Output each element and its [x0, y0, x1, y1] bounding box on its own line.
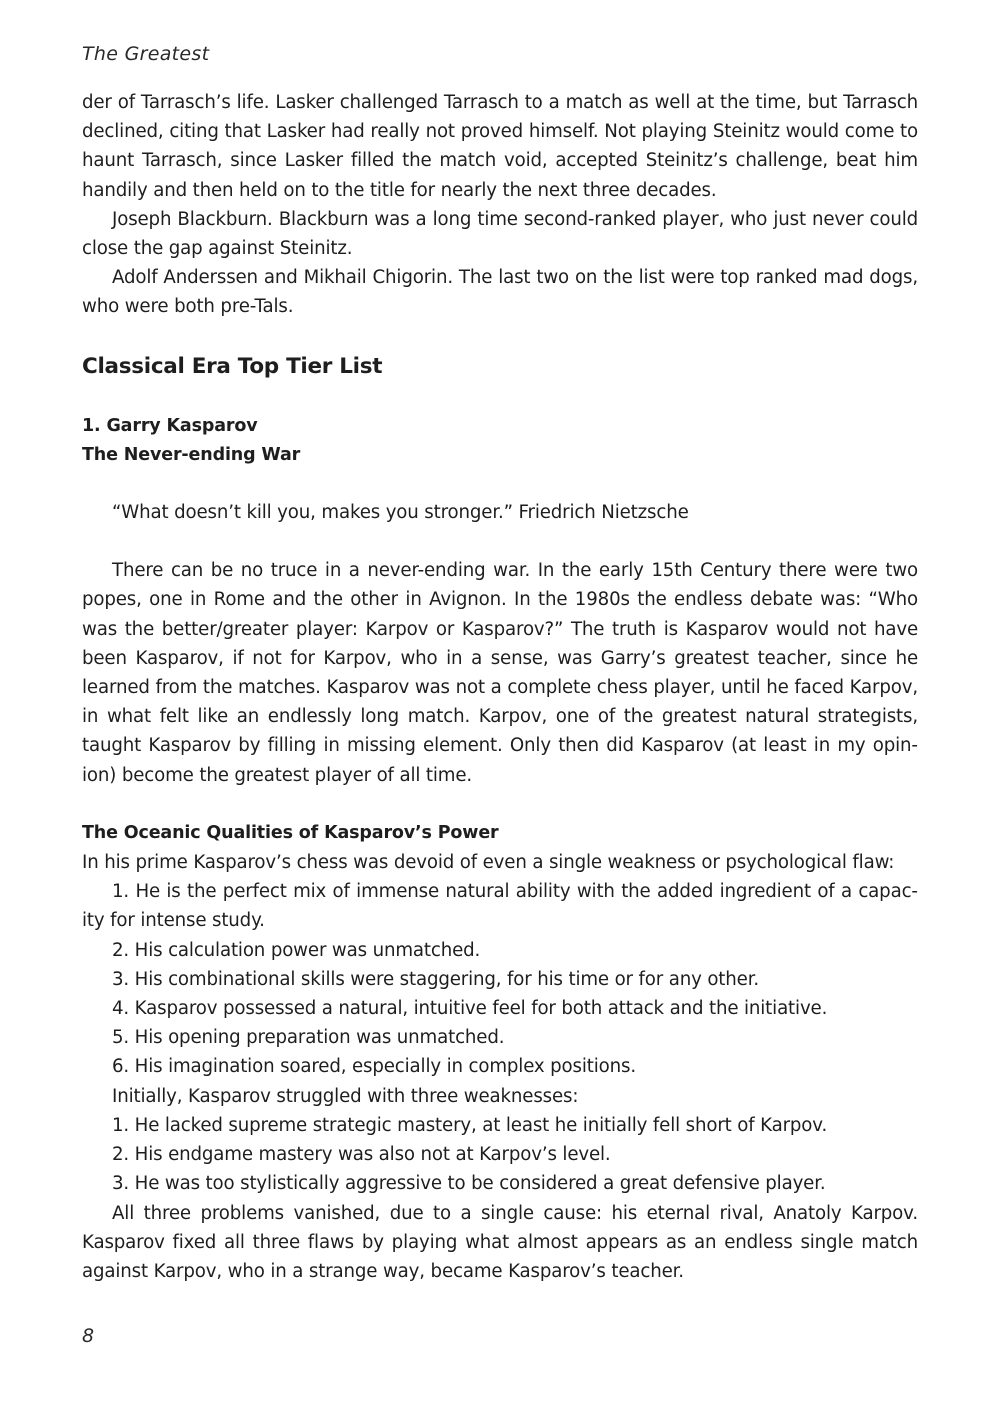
page-number: 8 — [82, 1325, 95, 1347]
list-item: 2. His endgame mastery was also not at Karpov’s level. — [112, 1144, 611, 1166]
list-item: 1. He lacked supreme strategic mastery, at least he initially fell short of Karpov. — [112, 1114, 828, 1136]
paragraph: Adolf Anderssen and Mikhail Chigorin. The last two on the list were top ranked mad dogs, who were both pre-Tals. — [82, 267, 918, 318]
list-item: 2. His calculation power was unmatched. — [112, 939, 481, 961]
list-item: 5. His opening preparation was unmatched. — [112, 1027, 505, 1049]
subsection-heading: The Oceanic Qualities of Kasparov’s Power — [82, 822, 499, 843]
entry-subtitle: The Never-ending War — [82, 444, 301, 465]
section-heading: Classical Era Top Tier List — [82, 353, 383, 379]
list-item: 3. His combinational skills were staggering, for his time or for any other. — [112, 968, 759, 990]
body-text — [82, 88, 918, 1286]
book-page — [82, 0, 918, 1412]
list-intro: In his prime Kasparov’s chess was devoid of even a single weakness or psychological flaw: — [82, 852, 895, 874]
running-head: The Greatest — [82, 43, 210, 65]
epigraph-quote: “What doesn’t kill you, makes you stronger.” Friedrich Nietzsche — [112, 502, 689, 524]
entry-title: 1. Garry Kasparov — [82, 415, 258, 436]
list-item: 1. He is the perfect mix of immense natural ability with the added ingredient of a capacity for intense study. — [82, 881, 918, 932]
list-item: 3. He was too stylistically aggressive to be considered a great defensive player. — [112, 1173, 826, 1195]
list-item: 4. Kasparov possessed a natural, intuitive feel for both attack and the initiative. — [112, 998, 828, 1020]
paragraph: Joseph Blackburn. Blackburn was a long time second-ranked player, who just never could close the gap against Steinitz. — [82, 208, 918, 260]
list-item: 6. His imagination soared, especially in complex positions. — [112, 1056, 636, 1078]
paragraph: There can be no truce in a never-ending war. In the early 15th Century there were two popes, one in Rome and the other in Avignon. In the 1980s the endless debate was: “Who was the better/greater player: Karpov or Kasparov?” The truth is Kasparov would not have been Kasparov, if not for Karpov, who in a sense, was Garry’s greatest teacher, since he learned from the matches. Kasparov was not a complete chess player, until he faced Karpov, in what felt like an endlessly long match. Karpov, one of the greatest natural strategists, taught Kasparov by filling in missing element. Only then did Kasparov (at least in my opinion) become the greatest player of all time. — [82, 560, 918, 786]
paragraph: All three problems vanished, due to a single cause: his eternal rival, Anatoly Karpov. Kasparov fixed all three flaws by playing what almost appears as an endless single match against Karpov, who in a strange way, became Kasparov’s teacher. — [82, 1202, 918, 1282]
list-intro: Initially, Kasparov struggled with three weaknesses: — [112, 1085, 579, 1107]
paragraph: der of Tarrasch’s life. Lasker challenged Tarrasch to a match as well at the time, but Tarrasch declined, citing that Lasker had really not proved himself. Not playing Steinitz would come to haunt Tarrasch, since Lasker filled the match void, accepted Steinitz’s challenge, beat him handily and then held on to the title for nearly the next three decades. — [82, 92, 918, 201]
